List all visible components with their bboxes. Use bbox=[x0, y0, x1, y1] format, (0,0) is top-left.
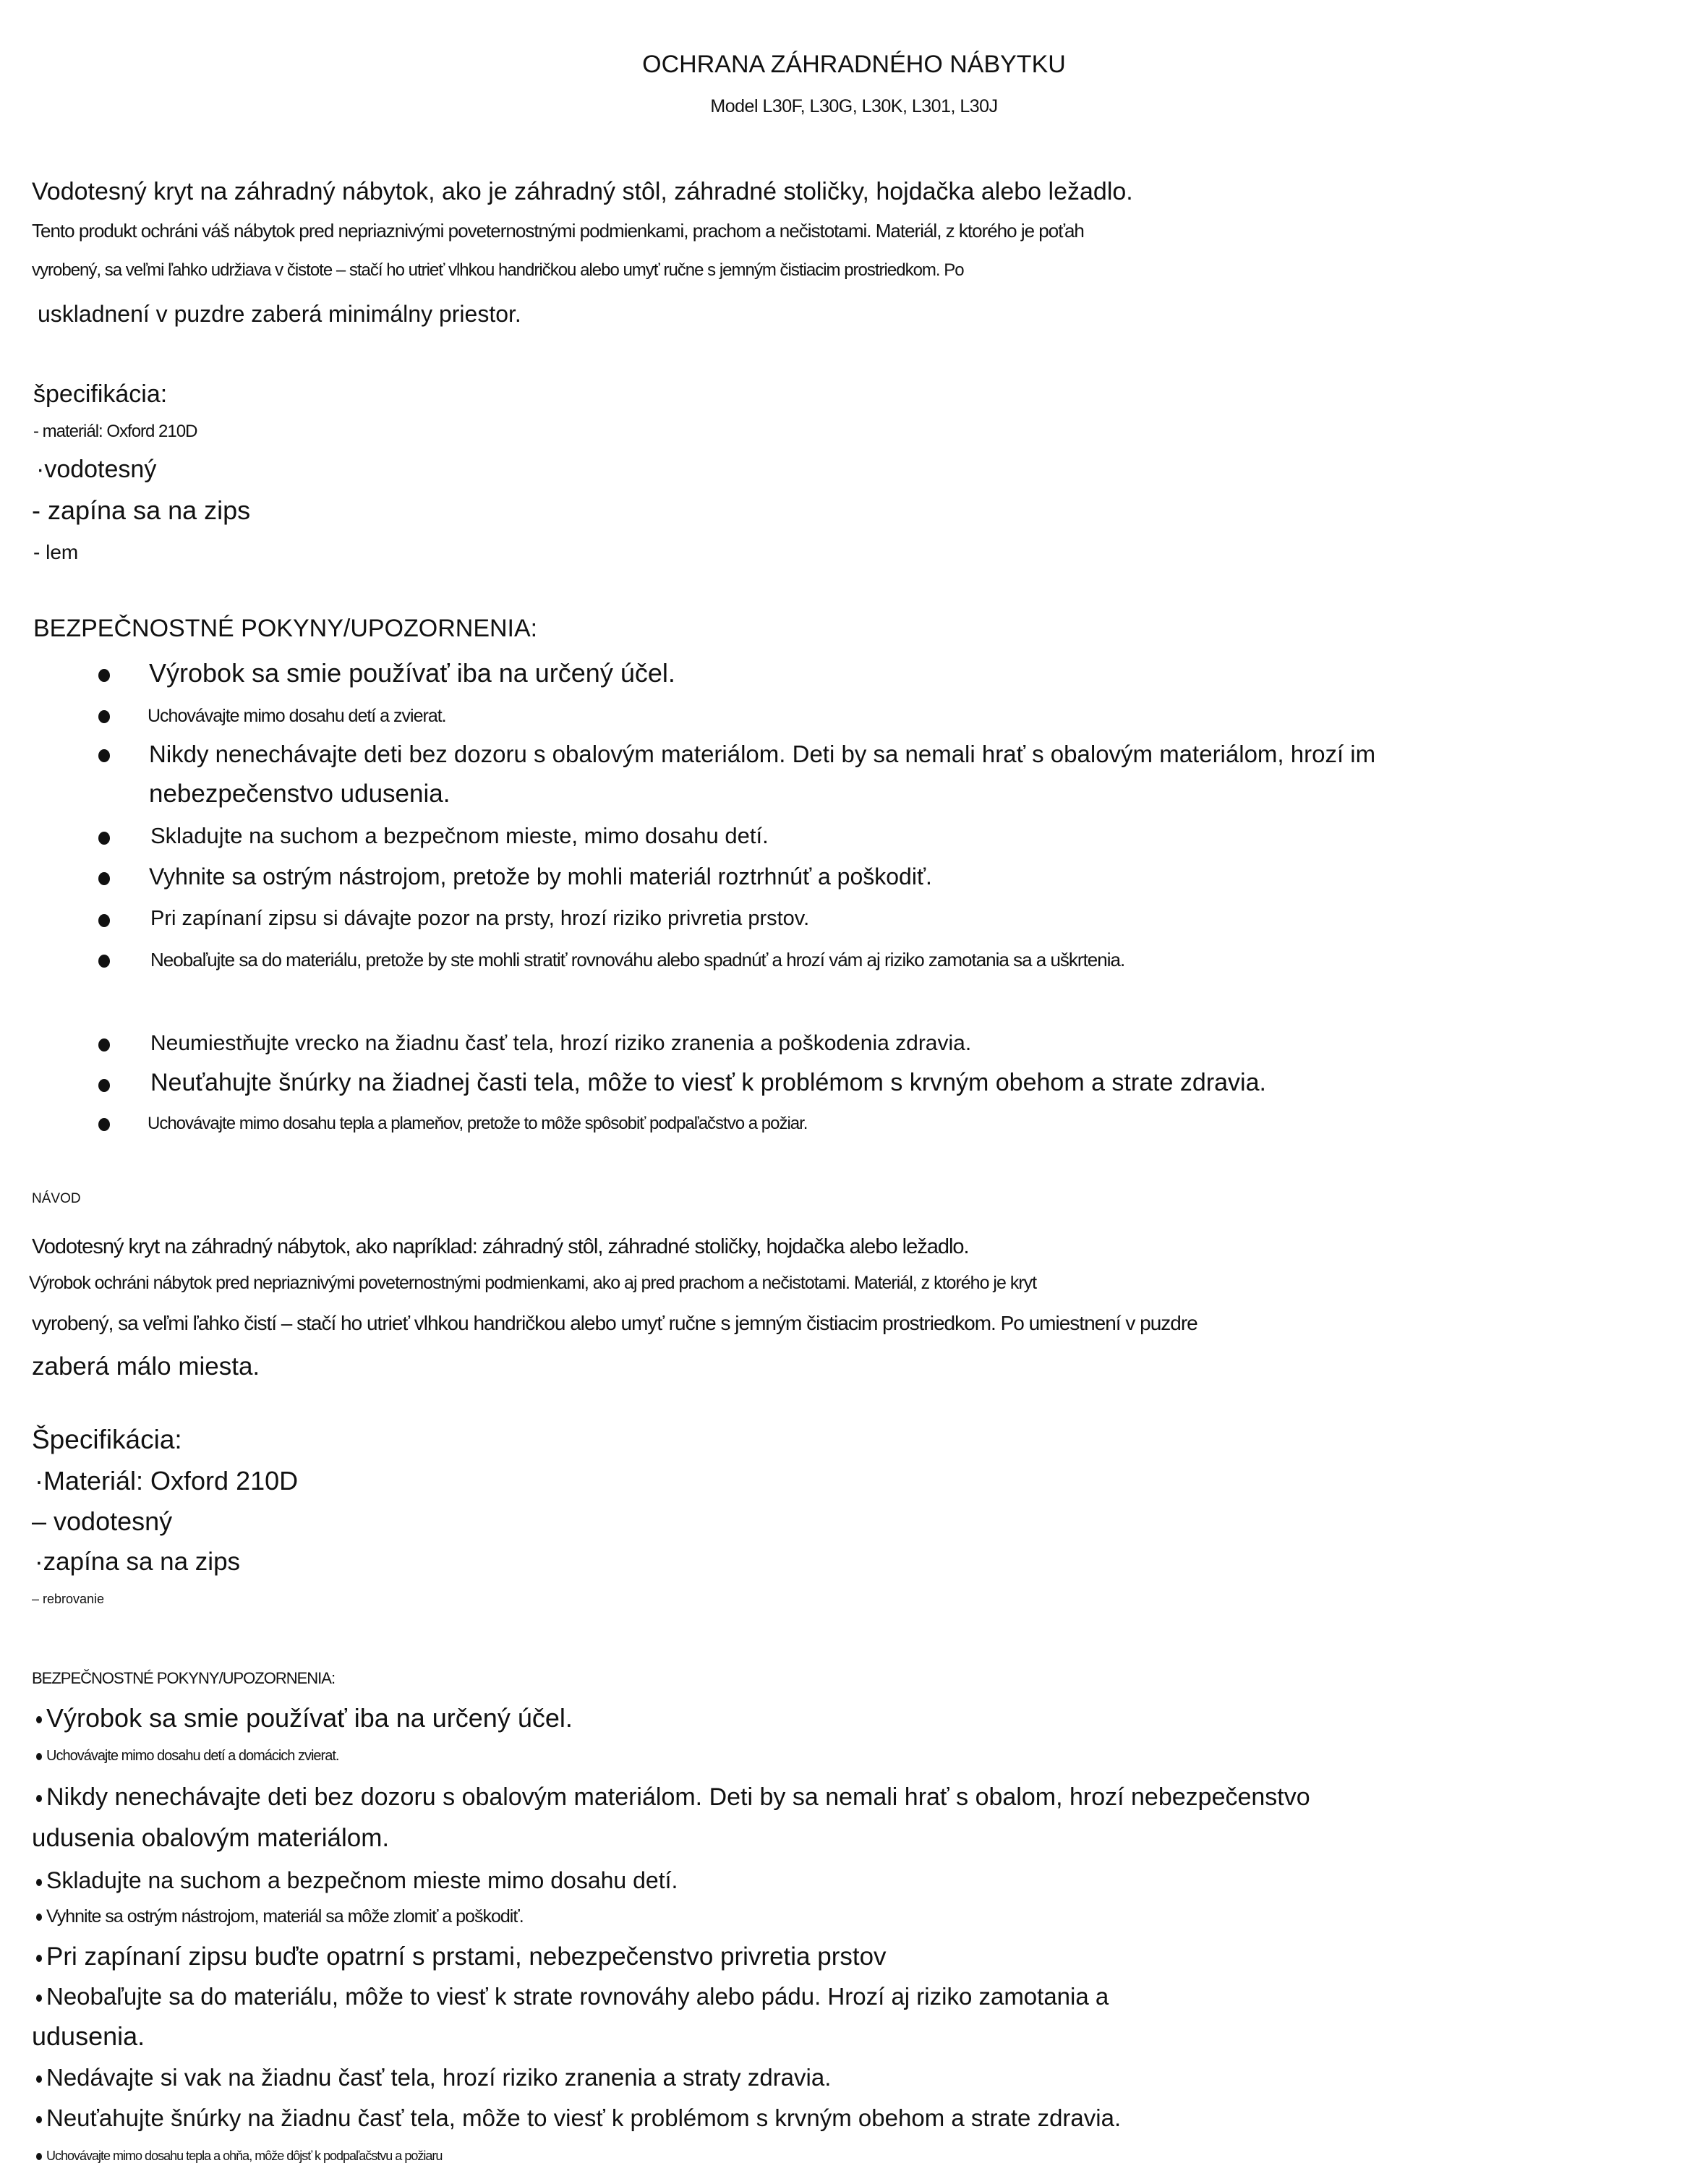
intro-line: Výrobok ochráni nábytok pred nepriaznivými poveternostnými podmienkami, ako aj pred prachom a nečistotami. Materiál, z ktorého je kryt bbox=[29, 1273, 1037, 1293]
safety-item-text: Uchovávajte mimo dosahu tepla a ohňa, môže dôjsť k podpaľačstvu a požiaru bbox=[46, 2149, 443, 2163]
spec-heading: Špecifikácia: bbox=[32, 1425, 182, 1454]
bullet-icon bbox=[36, 1879, 42, 1886]
safety-item-text: Vyhnite sa ostrým nástrojom, materiál sa môže zlomiť a poškodiť. bbox=[46, 1906, 524, 1927]
safety-item bbox=[36, 1984, 1109, 2008]
bullet-icon bbox=[36, 2153, 42, 2160]
intro-line: uskladnení v puzdre zaberá minimálny priestor. bbox=[38, 301, 521, 327]
safety-item-text: Skladujte na suchom a bezpečnom mieste mimo dosahu detí. bbox=[46, 1867, 678, 1893]
bullet-icon bbox=[98, 914, 110, 927]
safety-item-text: Výrobok sa smie používať iba na určený účel. bbox=[46, 1703, 573, 1733]
safety-item-continued: udusenia. bbox=[32, 2021, 145, 2051]
safety-item bbox=[36, 1944, 887, 1969]
safety-item bbox=[36, 2065, 831, 2089]
safety-item-continued: nebezpečenstvo udusenia. bbox=[149, 780, 451, 808]
bullet-icon bbox=[98, 1038, 110, 1052]
safety-item: Uchovávajte mimo dosahu detí a zvierat. bbox=[148, 706, 446, 726]
spec-item: - zapína sa na zips bbox=[32, 495, 251, 525]
safety-item bbox=[36, 1908, 524, 1926]
safety-item bbox=[36, 1869, 678, 1892]
bullet-icon bbox=[98, 872, 110, 885]
safety-item-text: Pri zapínaní zipsu buďte opatrní s prstami, nebezpečenstvo privretia prstov bbox=[46, 1942, 887, 1971]
intro-line: vyrobený, sa veľmi ľahko udržiava v čistote – stačí ho utrieť vlhkou handričkou alebo umyť ručne s jemným čistiacim prostriedkom. Po bbox=[32, 260, 964, 280]
bullet-icon bbox=[98, 749, 110, 762]
safety-item bbox=[36, 1785, 1310, 1809]
safety-item-text: Nedávajte si vak na žiadnu časť tela, hrozí riziko zranenia a straty zdravia. bbox=[46, 2064, 832, 2091]
safety-item: Neuťahujte šnúrky na žiadnej časti tela, môže to viesť k problémom s krvným obehom a strate zdravia. bbox=[150, 1069, 1266, 1096]
section-heading-navod: NÁVOD bbox=[32, 1191, 81, 1206]
bullet-icon bbox=[36, 1795, 42, 1802]
safety-item: Výrobok sa smie používať iba na určený účel. bbox=[149, 658, 675, 688]
bullet-icon bbox=[36, 1716, 42, 1723]
spec-heading: špecifikácia: bbox=[33, 380, 168, 408]
bullet-icon bbox=[36, 1753, 42, 1760]
spec-item: – rebrovanie bbox=[32, 1592, 105, 1606]
safety-item bbox=[36, 1705, 573, 1731]
intro-line: Vodotesný kryt na záhradný nábytok, ako napríklad: záhradný stôl, záhradné stoličky, hojdačka alebo ležadlo. bbox=[32, 1235, 969, 1258]
safety-item-continued: udusenia obalovým materiálom. bbox=[32, 1824, 390, 1852]
safety-item: Vyhnite sa ostrým nástrojom, pretože by mohli materiál roztrhnúť a poškodiť. bbox=[149, 863, 932, 890]
bullet-icon bbox=[98, 1079, 110, 1092]
document-title: OCHRANA ZÁHRADNÉHO NÁBYTKU bbox=[642, 51, 1066, 78]
model-subtitle: Model L30F, L30G, L30K, L301, L30J bbox=[710, 96, 998, 116]
safety-item-text: Nikdy nenechávajte deti bez dozoru s obalovým materiálom. Deti by sa nemali hrať s obalom, hrozí nebezpečenstvo bbox=[46, 1783, 1310, 1811]
spec-item: - materiál: Oxford 210D bbox=[33, 422, 197, 441]
spec-item: ·zapína sa na zips bbox=[35, 1548, 241, 1576]
intro-line: Tento produkt ochráni váš nábytok pred nepriaznivými poveternostnými podmienkami, prachom a nečistotami. Materiál, z ktorého je poťah bbox=[32, 220, 1084, 242]
bullet-icon bbox=[36, 1995, 42, 2002]
safety-item: Uchovávajte mimo dosahu tepla a plameňov, pretože to môže spôsobiť podpaľačstvo a požiar. bbox=[148, 1114, 808, 1133]
bullet-icon bbox=[98, 669, 110, 682]
safety-item: Neumiestňujte vrecko na žiadnu časť tela, hrozí riziko zranenia a poškodenia zdravia. bbox=[150, 1031, 972, 1055]
spec-item: – vodotesný bbox=[32, 1506, 173, 1536]
safety-heading: BEZPEČNOSTNÉ POKYNY/UPOZORNENIA: bbox=[32, 1669, 336, 1687]
bullet-icon bbox=[36, 2076, 42, 2083]
spec-item: ·Materiál: Oxford 210D bbox=[35, 1466, 299, 1496]
spec-item: ·vodotesný bbox=[36, 456, 157, 483]
safety-item bbox=[36, 2149, 442, 2162]
intro-line: zaberá málo miesta. bbox=[32, 1352, 260, 1381]
bullet-icon bbox=[98, 1118, 110, 1131]
safety-item: Skladujte na suchom a bezpečnom mieste, mimo dosahu detí. bbox=[150, 823, 769, 848]
intro-line: vyrobený, sa veľmi ľahko čistí – stačí ho utrieť vlhkou handričkou alebo umyť ručne s jemným čistiacim prostriedkom. Po umiestnení v puzdre bbox=[32, 1312, 1197, 1334]
bullet-icon bbox=[36, 1914, 42, 1921]
bullet-icon bbox=[98, 955, 110, 968]
safety-item: Nikdy nenechávajte deti bez dozoru s obalovým materiálom. Deti by sa nemali hrať s obalovým materiálom, hrozí im bbox=[149, 741, 1376, 767]
safety-item-text: Neuťahujte šnúrky na žiadnu časť tela, môže to viesť k problémom s krvným obehom a strate zdravia. bbox=[46, 2104, 1122, 2131]
spec-item: - lem bbox=[33, 541, 79, 563]
safety-item-text: Uchovávajte mimo dosahu detí a domácich zvierat. bbox=[46, 1748, 339, 1764]
bullet-icon bbox=[36, 1955, 42, 1962]
safety-heading: BEZPEČNOSTNÉ POKYNY/UPOZORNENIA: bbox=[33, 615, 538, 642]
bullet-icon bbox=[98, 832, 110, 845]
safety-item-text: Neobaľujte sa do materiálu, môže to viesť k strate rovnováhy alebo pádu. Hrozí aj riziko zamotania a bbox=[46, 1983, 1109, 2010]
safety-item bbox=[36, 1749, 338, 1763]
bullet-icon bbox=[98, 710, 110, 723]
safety-item: Pri zapínaní zipsu si dávajte pozor na prsty, hrozí riziko privretia prstov. bbox=[150, 907, 810, 930]
bullet-icon bbox=[36, 2116, 42, 2123]
safety-item bbox=[36, 2106, 1121, 2130]
safety-item: Neobaľujte sa do materiálu, pretože by ste mohli stratiť rovnováhu alebo spadnúť a hrozí vám aj riziko zamotania sa a uškrtenia. bbox=[150, 949, 1125, 971]
intro-line: Vodotesný kryt na záhradný nábytok, ako je záhradný stôl, záhradné stoličky, hojdačka alebo ležadlo. bbox=[32, 178, 1133, 205]
